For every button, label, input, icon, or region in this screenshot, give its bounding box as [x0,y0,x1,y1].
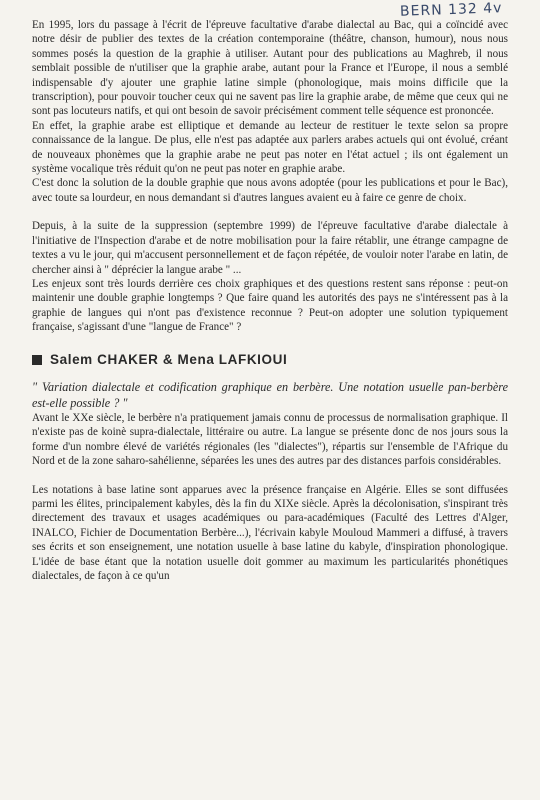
paragraph-6: Avant le XXe siècle, le berbère n'a pratiquement jamais connu de processus de normalisation graphique. Il n'existe pas de koinè supra-dialectale, littéraire ou autre. La langue se présente donc de nos jours sous la forme d'un nombre élevé de variétés régionales (les "dialectes"), répartis sur l'ensemble de l'Afrique du Nord et de la zone saharo-sahélienne, séparées les unes des autres par des distances parfois considérables. [32,411,508,468]
archive-stamp: BERN 132 4v [399,0,503,20]
paragraph-gap [32,469,508,483]
paragraph-1: En 1995, lors du passage à l'écrit de l'épreuve facultative d'arabe dialectal au Bac, qui a coïncidé avec notre désir de publier des textes de la création contemporaine (théâtre, chanson, humour), nous nous sommes posés la question de la graphie à utiliser. Autant pour des publications au Maghreb, il nous semblait possible de n'utiliser que la graphie arabe, autant pour la France et l'Europe, il nous a semblé indispensable d'y ajouter une graphie latine simple (phonologique, mais moins difficile que la transcription), pour pouvoir toucher ceux qui ne savent pas lire la graphie arabe, de même que ceux qui ne sont pas locuteurs natifs, et qui ont besoin de savoir précisément comment telle séquence est prononcée. [32,19,508,118]
document-body [32,18,508,583]
author-heading [32,353,508,367]
paragraph-3: C'est donc la solution de la double graphie que nous avons adoptée (pour les publications et pour le Bac), avec toute sa lourdeur, en nous demandant si d'autres langues avaient eu à faire ce genre de choix. [32,177,508,204]
square-bullet-icon [32,355,42,365]
paragraph-2: En effet, la graphie arabe est elliptique et demande au lecteur de restituer le texte selon sa propre connaissance de la langue. De plus, elle n'est pas adaptée aux parlers arabes actuels qui ont évolué, créant de nouveaux phonèmes que la graphie arabe ne peut pas noter en l'état actuel ; ils ont également un système vocalique très réduit qu'on ne peut pas noter en graphie arabe. [32,119,508,176]
paragraph-7: Les notations à base latine sont apparues avec la présence française en Algérie. Elles se sont diffusées parmi les élites, principalement kabyles, dès la fin du XIXe siècle. Après la décolonisation, s'inspirant très directement des travaux et usages académiques ou para-académiques (Faculté des Lettres d'Alger, INALCO, Fichier de Documentation Berbère...), l'écrivain kabyle Mouloud Mammeri a diffusé, à travers ses écrits et son enseignement, une notation usuelle à base latine du kabyle, d'inspiration phonologique. L'idée de base étant que la notation usuelle doit gommer au maximum les particularités phonétiques dialectales, de façon à ce qu'un [32,483,508,582]
paragraph-gap [32,205,508,219]
paragraph-4: Depuis, à la suite de la suppression (septembre 1999) de l'épreuve facultative d'arabe dialectale à l'initiative de l'Inspection d'arabe et de notre mobilisation pour la faire rétablir, une étrange campagne de textes a vu le jour, qui m'accusent personnellement et de façon répétée, de vouloir noter l'arabe en latin, de chercher ainsi à " déprécier la langue arabe " ... [32,220,508,276]
paragraph-5: Les enjeux sont très lourds derrière ces choix graphiques et des questions restent sans réponse : peut-on maintenir une double graphie longtemps ? Que faire quand les autorités des pays ne s'intéressent pas à la graphie de langues qui n'ont pas d'existence reconnue ? Peut-on adopter une solution typiquement française, s'agissant d'une "langue de France" ? [32,277,508,334]
author-names: Salem CHAKER & Mena LAFKIOUI [50,351,288,367]
article-title: " Variation dialectale et codification graphique en berbère. Une notation usuelle pan-berbère est-elle possible ? " [32,379,508,410]
